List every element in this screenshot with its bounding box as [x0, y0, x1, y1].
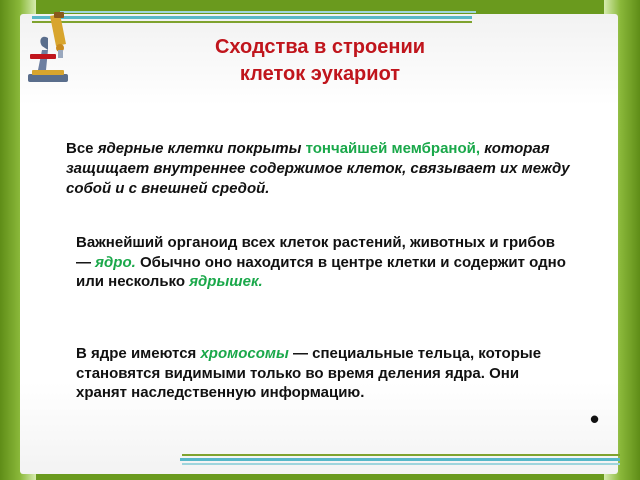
p1-text-1: Все: [66, 140, 98, 157]
bottom-line-light: [182, 463, 620, 465]
paragraph-nucleus: [76, 233, 566, 292]
slide-title: [120, 34, 520, 88]
paragraph-chromosomes: [76, 344, 566, 403]
p3-highlight-chromosomes: хромосомы: [200, 345, 289, 362]
p2-text-3: Обычно оно находится в центре клетки и содержит одно или несколько: [76, 253, 566, 290]
p2-text-1: Важнейший органоид всех клеток растений, животных и грибов —: [76, 234, 556, 271]
bullet-marker: •: [590, 404, 600, 434]
paragraph-membrane: [66, 139, 576, 199]
top-line-light: [60, 11, 476, 13]
p1-text-4: которая защищает внутреннее содержимое клеток, связывает их между собой и с внешней средой.: [66, 140, 570, 197]
title-line-1: Сходства в строении: [214, 36, 426, 58]
p3-text-1: В ядре имеются: [76, 345, 201, 362]
bottom-line-green: [182, 454, 620, 456]
microscope-icon: [24, 10, 76, 84]
top-line-green: [32, 21, 472, 23]
p2-highlight-nucleoli: ядрышек.: [189, 273, 263, 290]
p1-highlight-membrane: тончайшей мембраной,: [305, 140, 481, 157]
top-line-blue: [32, 16, 472, 19]
p1-text-2: ядерные клетки покрыты: [97, 140, 306, 157]
p2-highlight-nucleus: ядро.: [95, 253, 136, 271]
title-line-2: клеток эукариот: [239, 63, 401, 85]
bottom-line-blue: [180, 458, 620, 461]
p3-text-3: — специальные тельца, которые становятся видимыми только во время деления ядра. Они хранят наследственную информацию.: [76, 345, 542, 401]
